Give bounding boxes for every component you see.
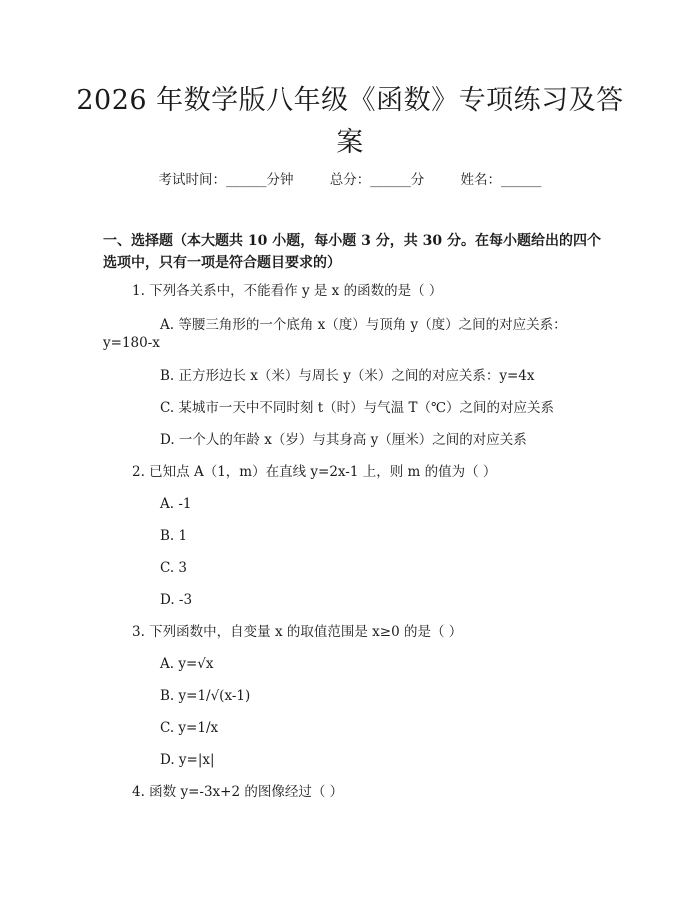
question-3-option-a: A. y=√x bbox=[160, 656, 214, 672]
student-name-field: 姓名：______ bbox=[460, 172, 542, 188]
title-line-1: 2026 年数学版八年级《函数》专项练习及答 bbox=[76, 85, 624, 116]
section-header: 一、选择题（本大题共 10 小题，每小题 3 分，共 30 分。在每小题给出的四个选项中，只有一项是符合题目要求的） bbox=[103, 233, 601, 271]
question-2-option-b: B. 1 bbox=[160, 528, 188, 544]
question-1-option-d: D. 一个人的年龄 x（岁）与其身高 y（厘米）之间的对应关系 bbox=[160, 432, 527, 448]
question-2-option-c: C. 3 bbox=[160, 560, 188, 576]
question-1-option-a-continued: y=180-x bbox=[103, 335, 160, 351]
exam-meta bbox=[0, 168, 700, 188]
total-score-field: 总分：______分 bbox=[329, 172, 425, 188]
question-3-stem: 3. 下列函数中，自变量 x 的取值范围是 x≥0 的是（ ） bbox=[132, 624, 463, 640]
question-4-stem: 4. 函数 y=-3x+2 的图像经过（ ） bbox=[132, 784, 344, 800]
page-title bbox=[0, 80, 700, 164]
title-line-2: 案 bbox=[336, 127, 364, 158]
question-2-option-a: A. -1 bbox=[160, 496, 192, 512]
question-1-option-b: B. 正方形边长 x（米）与周长 y（米）之间的对应关系：y=4x bbox=[160, 368, 535, 384]
question-1-option-c: C. 某城市一天中不同时刻 t（时）与气温 T（℃）之间的对应关系 bbox=[160, 400, 555, 416]
question-1-option-a: A. 等腰三角形的一个底角 x（度）与顶角 y（度）之间的对应关系： bbox=[160, 317, 567, 333]
question-3-option-b: B. y=1/√(x-1) bbox=[160, 688, 251, 704]
question-3-option-d: D. y=|x| bbox=[160, 752, 215, 768]
question-2-stem: 2. 已知点 A（1，m）在直线 y=2x-1 上，则 m 的值为（ ） bbox=[132, 464, 497, 480]
question-1-stem: 1. 下列各关系中，不能看作 y 是 x 的函数的是（ ） bbox=[132, 283, 443, 299]
question-3-option-c: C. y=1/x bbox=[160, 720, 219, 736]
question-2-option-d: D. -3 bbox=[160, 592, 193, 608]
exam-time-field: 考试时间：______分钟 bbox=[158, 172, 294, 188]
